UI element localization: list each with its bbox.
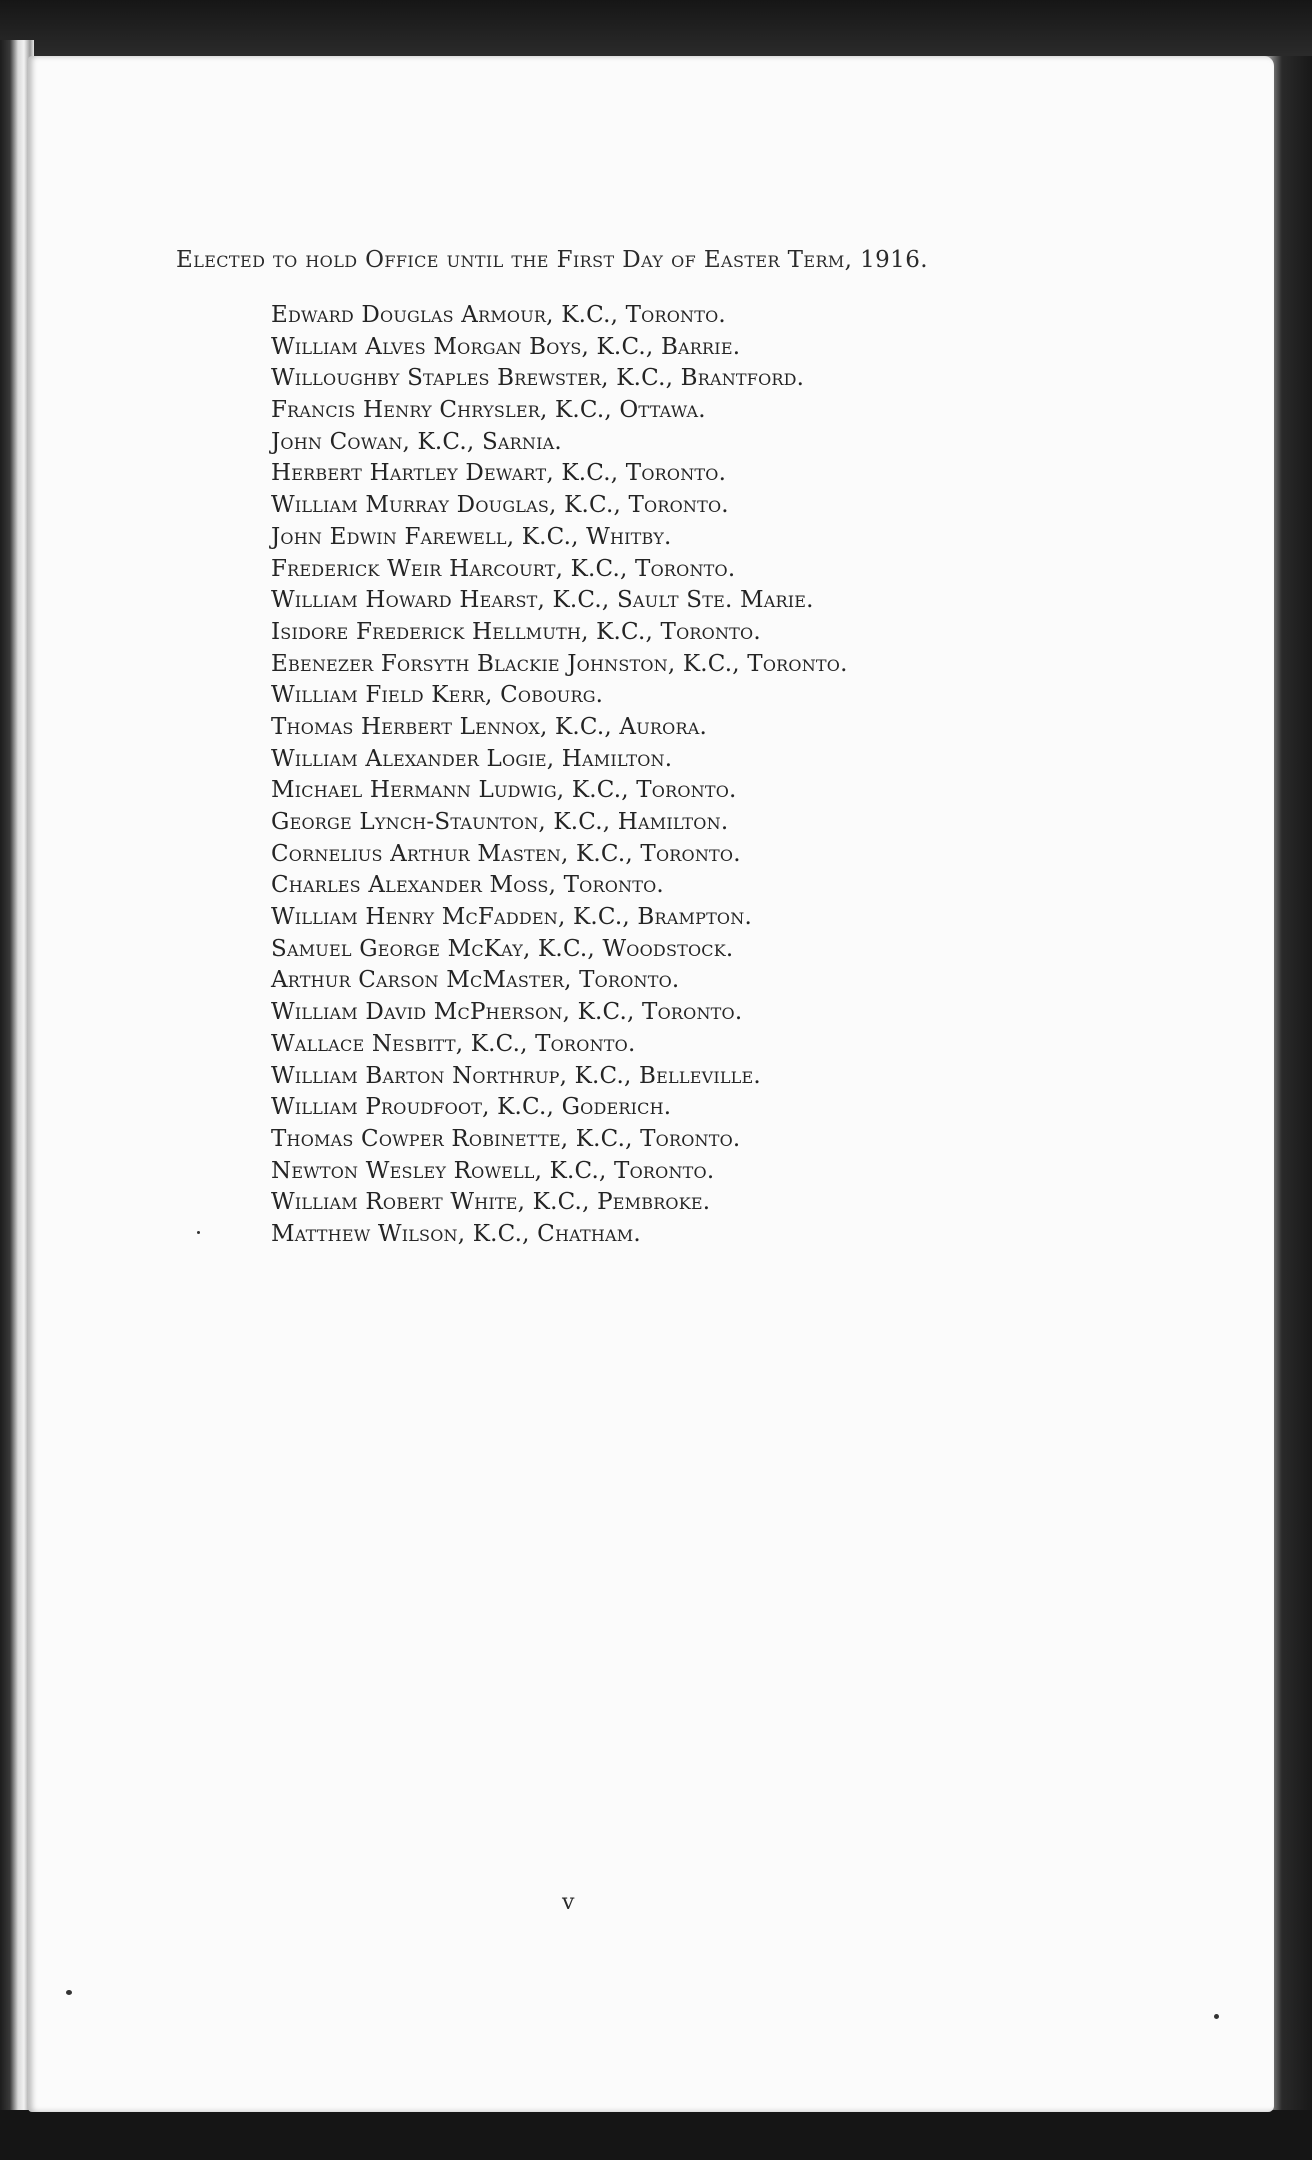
list-item: Francis Henry Chrysler, K.C., Ottawa. xyxy=(271,397,706,424)
list-item: George Lynch-Staunton, K.C., Hamilton. xyxy=(271,809,729,835)
list-item: William Proudfoot, K.C., Goderich. xyxy=(271,1094,672,1121)
list-item: Wallace Nesbitt, K.C., Toronto. xyxy=(271,1030,636,1057)
list-item: Herbert Hartley Dewart, K.C., Toronto. xyxy=(271,460,727,487)
list-item: John Cowan, K.C., Sarnia. xyxy=(271,428,562,455)
scan-speck xyxy=(197,1231,200,1234)
scan-border-bottom xyxy=(0,2110,1312,2160)
list-item: Isidore Frederick Hellmuth, K.C., Toronto. xyxy=(271,618,761,645)
list-item: William Murray Douglas, K.C., Toronto. xyxy=(271,492,729,519)
list-item: William Field Kerr, Cobourg. xyxy=(271,682,604,709)
list-item: Thomas Cowper Robinette, K.C., Toronto. xyxy=(271,1125,741,1152)
list-item: William David McPherson, K.C., Toronto. xyxy=(271,999,743,1026)
list-item: William Alves Morgan Boys, K.C., Barrie. xyxy=(271,333,741,360)
scan-speck xyxy=(1214,2014,1219,2019)
section-heading: Elected to hold Office until the First Day of Easter Term, 1916. xyxy=(176,247,928,273)
scan-border-top xyxy=(0,0,1312,58)
list-item: John Edwin Farewell, K.C., Whitby. xyxy=(271,523,672,550)
list-item: Edward Douglas Armour, K.C., Toronto. xyxy=(271,302,726,328)
list-item: Willoughby Staples Brewster, K.C., Brantford. xyxy=(271,365,805,392)
list-item: Michael Hermann Ludwig, K.C., Toronto. xyxy=(271,777,737,804)
list-item: Matthew Wilson, K.C., Chatham. xyxy=(271,1220,641,1247)
list-item: Samuel George McKay, K.C., Woodstock. xyxy=(271,935,734,962)
list-item: Thomas Herbert Lennox, K.C., Aurora. xyxy=(271,713,707,740)
list-item: Newton Wesley Rowell, K.C., Toronto. xyxy=(271,1157,715,1184)
list-item: Arthur Carson McMaster, Toronto. xyxy=(271,967,680,994)
list-item: William Barton Northrup, K.C., Belleville. xyxy=(271,1062,761,1089)
list-item: William Henry McFadden, K.C., Brampton. xyxy=(271,904,752,931)
list-item: Cornelius Arthur Masten, K.C., Toronto. xyxy=(271,840,741,867)
list-item: Frederick Weir Harcourt, K.C., Toronto. xyxy=(271,555,736,582)
list-item: Ebenezer Forsyth Blackie Johnston, K.C., Toronto. xyxy=(271,650,848,677)
page-number: v xyxy=(562,1890,575,1915)
list-item: William Howard Hearst, K.C., Sault Ste. Marie. xyxy=(271,587,814,614)
list-item: William Alexander Logie, Hamilton. xyxy=(271,745,673,772)
list-item: William Robert White, K.C., Pembroke. xyxy=(271,1189,711,1216)
member-list xyxy=(271,300,848,1251)
list-item: Charles Alexander Moss, Toronto. xyxy=(271,872,664,899)
scan-speck xyxy=(66,1990,72,1995)
